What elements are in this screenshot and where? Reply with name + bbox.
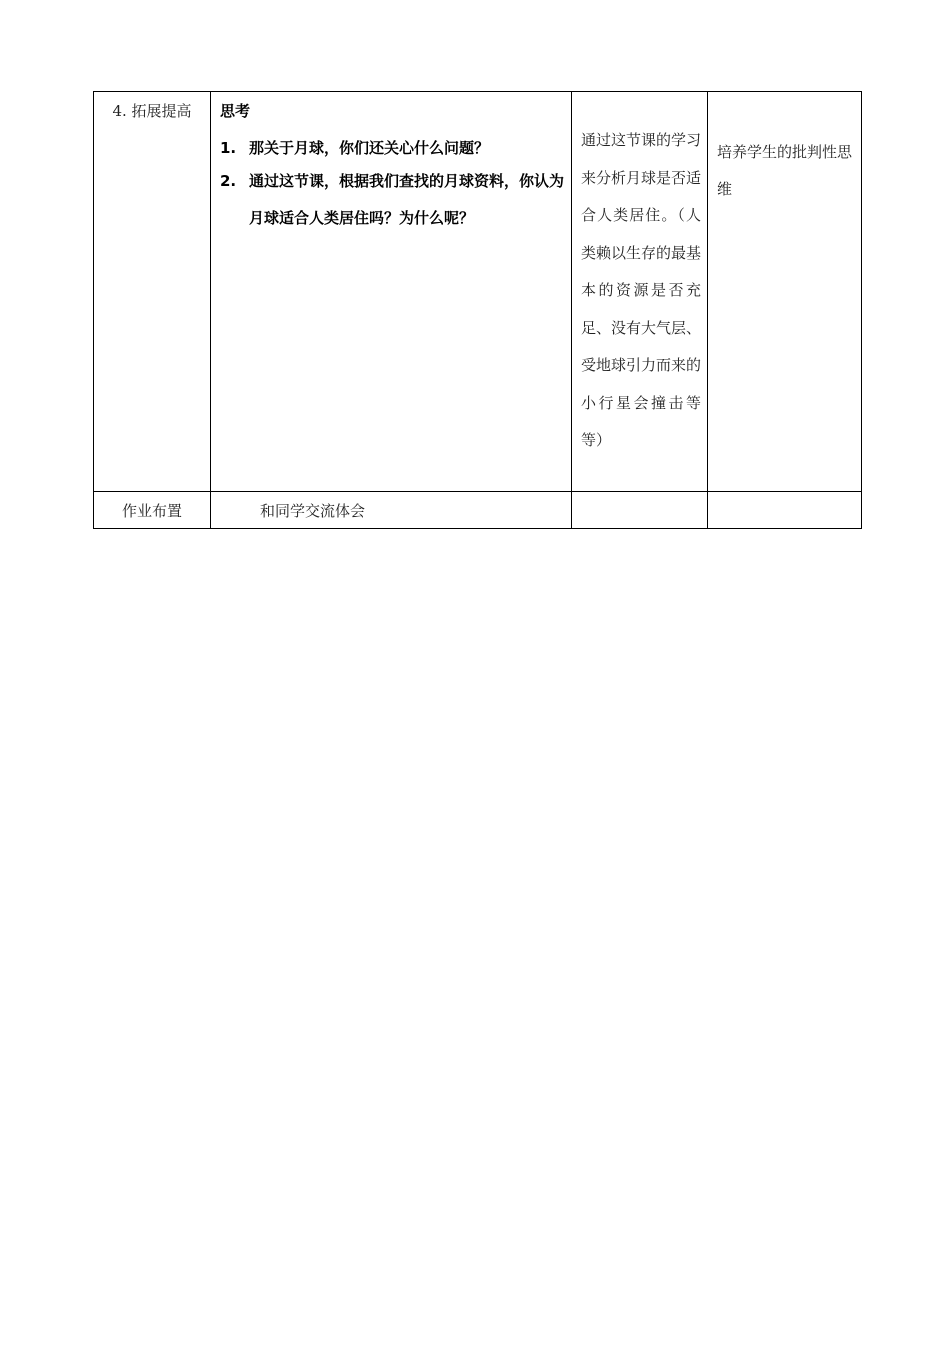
goal-cell-extend: 培养学生的批判性思维 (708, 92, 862, 492)
question-text-1: 那关于月球，你们还关心什么问题？ (249, 139, 490, 157)
table-row-homework (94, 492, 862, 529)
activity-cell-extend (211, 92, 572, 492)
method-cell-homework (572, 492, 708, 529)
question-item-1 (220, 130, 565, 167)
stage-label-extend: 4. 拓展提高 (94, 92, 211, 492)
table-row-extend (94, 92, 862, 492)
stage-label-homework: 作业布置 (94, 492, 211, 529)
homework-content: 和同学交流体会 (211, 492, 572, 529)
question-number-1: 1. (220, 139, 237, 157)
question-item-2 (220, 163, 565, 237)
question-text-2: 通过这节课，根据我们查找的月球资料，你认为月球适合人类居住吗？为什么呢？ (249, 172, 565, 227)
lesson-plan-table (93, 91, 862, 529)
question-number-2: 2. (220, 172, 237, 190)
think-heading: 思考 (220, 102, 251, 120)
method-cell-extend: 通过这节课的学习来分析月球是否适合人类居住。（人类赖以生存的最基本的资源是否充足、没有大气层、受地球引力而来的小行星会撞击等等） (572, 92, 708, 492)
goal-cell-homework (708, 492, 862, 529)
question-list (220, 130, 565, 237)
